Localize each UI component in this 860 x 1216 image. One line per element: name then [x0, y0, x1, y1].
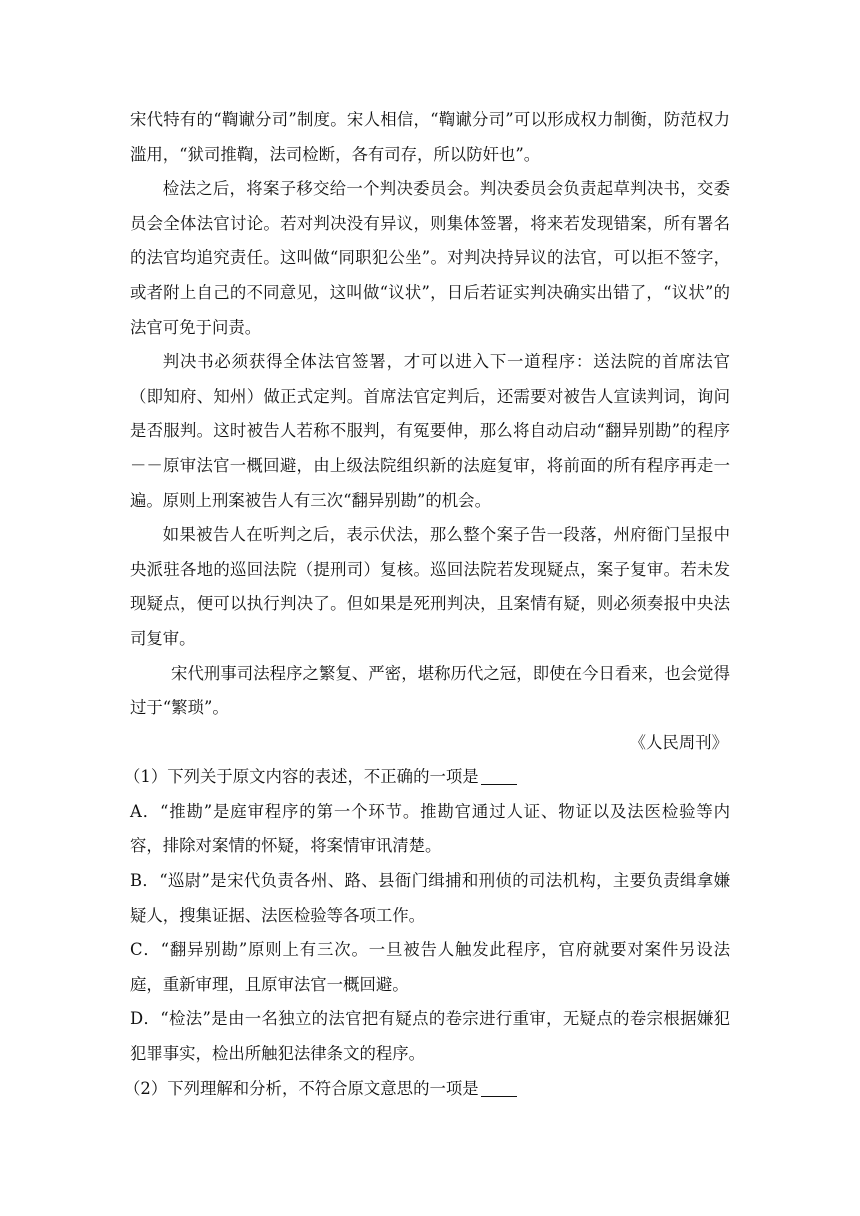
article-source: 《人民周刊》: [629, 732, 728, 752]
answer-blank: [481, 1078, 517, 1097]
document-page: [124, 103, 730, 1106]
article-paragraph-1: 宋代特有的“鞫谳分司”制度。宋人相信，“鞫谳分司”可以形成权力制衡，防范权力滥用，“狱司推鞫，法司检断，各有司存，所以防奸也”。: [130, 110, 730, 164]
question-1-option-c: C．“翻异别勘”原则上有三次。一旦被告人触发此程序，官府就要对案件另设法庭，重新审理，且原审法官一概回避。: [130, 940, 730, 994]
question-2-prompt: [124, 1072, 730, 1107]
question-2-text: （2）下列理解和分析，不符合原文意思的一项是: [124, 1078, 479, 1098]
article-paragraph-3: 判决书必须获得全体法官签署，才可以进入下一道程序：送法院的首席法官（即知府、知州）做正式定判。首席法官定判后，还需要对被告人宣读判词，询问是否服判。这时被告人若称不服判，有冤要伸，那么将自动启动“翻异别勘”的程序－－原审法官一概回避，由上级法院组织新的法庭复审，将前面的所有程序再走一遍。原则上刑案被告人有三次“翻异别勘”的机会。: [130, 352, 730, 510]
question-1-option-b: B．“巡尉”是宋代负责各州、路、县衙门缉捕和刑侦的司法机构，主要负责缉拿嫌疑人，搜集证据、法医检验等各项工作。: [130, 871, 730, 925]
answer-blank: [481, 766, 517, 785]
question-1-prompt: [124, 760, 730, 795]
question-1-option-a: A．“推勘”是庭审程序的第一个环节。推勘官通过人证、物证以及法医检验等内容，排除对案情的怀疑，将案情审讯清楚。: [130, 801, 730, 856]
question-1-option-d: D．“检法”是由一名独立的法官把有疑点的卷宗进行重审，无疑点的卷宗根据嫌犯犯罪事实，检出所触犯法律条文的程序。: [130, 1009, 730, 1064]
article-paragraph-4: 如果被告人在听判之后，表示伏法，那么整个案子告一段落，州府衙门呈报中央派驻各地的巡回法院（提刑司）复核。巡回法院若发现疑点，案子复审。若未发现疑点，便可以执行判决了。但如果是死刑判决，且案情有疑，则必须奏报中央法司复审。: [130, 525, 730, 648]
article-paragraph-2: 检法之后，将案子移交给一个判决委员会。判决委员会负责起草判决书，交委员会全体法官讨论。若对判决没有异议，则集体签署，将来若发现错案，所有署名的法官均追究责任。这叫做“同职犯公坐”。对判决持异议的法官，可以拒不签字，或者附上自己的不同意见，这叫做“议状”，日后若证实判决确实出错了，“议状”的法官可免于问责。: [130, 179, 730, 337]
question-1-text: （1）下列关于原文内容的表述，不正确的一项是: [124, 767, 479, 787]
article-paragraph-5: 宋代刑事司法程序之繁复、严密，堪称历代之冠，即使在今日看来，也会觉得过于“繁琐”。: [130, 663, 730, 718]
